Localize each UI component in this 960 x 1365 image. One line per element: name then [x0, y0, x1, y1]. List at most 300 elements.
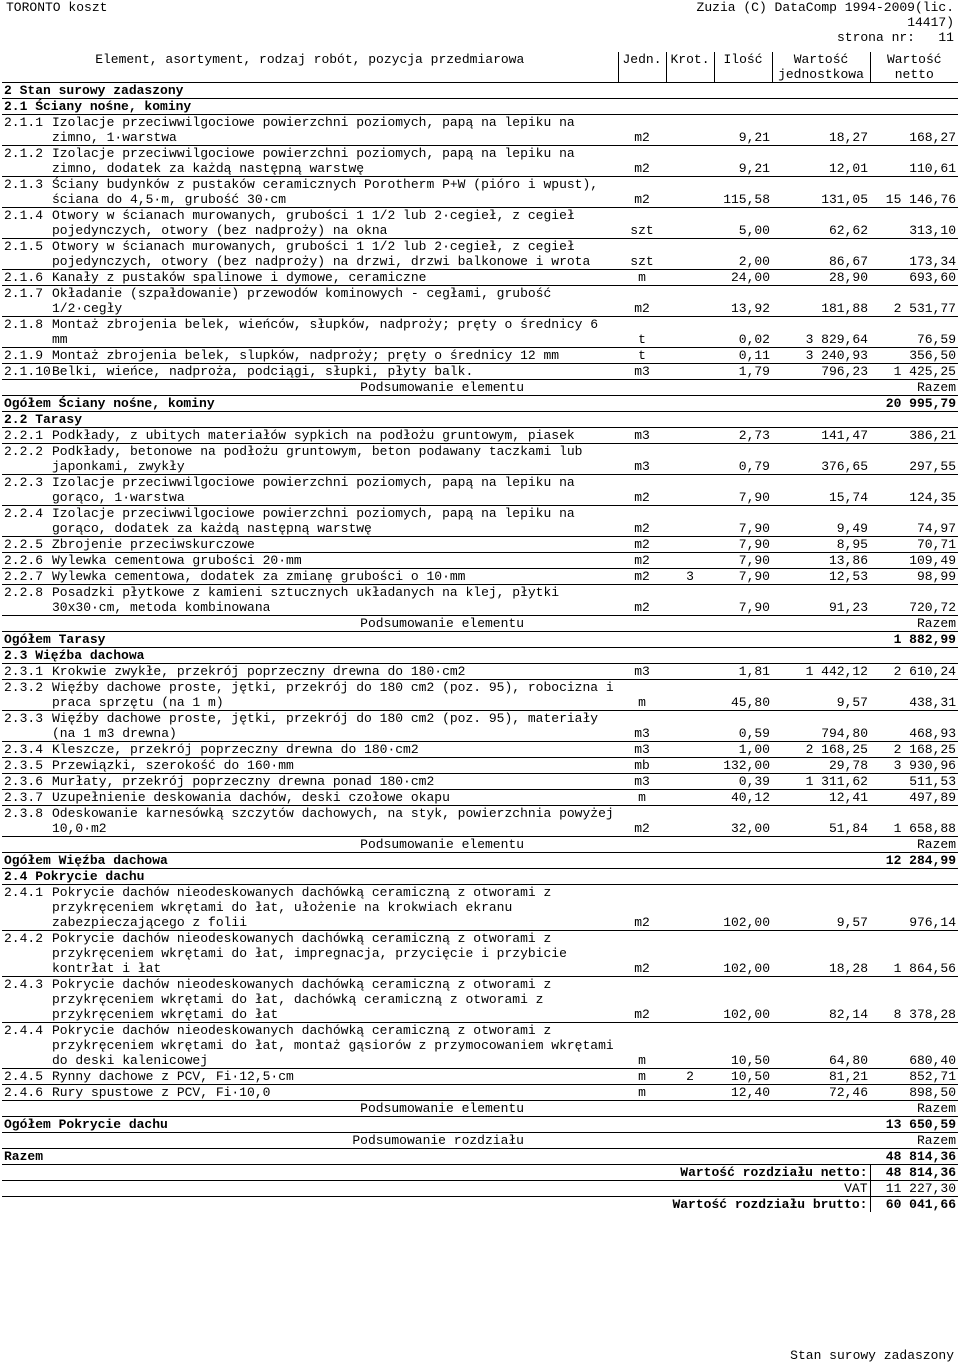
license-line-1: Zuzia (C) DataComp 1994-2009(lic. — [696, 0, 954, 15]
item-krot — [666, 931, 714, 977]
col-unit: Jedn. — [618, 52, 666, 83]
col-unit-price: Wartość jednostkowa — [772, 52, 870, 83]
table-row — [2, 348, 958, 364]
item-krot — [666, 553, 714, 569]
item-krot — [666, 537, 714, 553]
item-code: 2.3.1 — [4, 664, 44, 679]
item-description: Krokwie zwykłe, przekrój poprzeczny drewna do 180·cm2 — [52, 664, 466, 679]
item-net-value: 438,31 — [909, 695, 956, 710]
item-unit-price: 72,46 — [828, 1085, 868, 1100]
item-description: Odeskowanie karnesówką szczytów dachowych, na styk, powierzchnia powyżej 10,0·m2 — [52, 806, 622, 836]
item-krot — [666, 664, 714, 680]
item-krot — [666, 444, 714, 475]
item-unit-price: 18,27 — [828, 130, 868, 145]
item-quantity: 0,59 — [738, 726, 770, 741]
item-quantity: 102,00 — [723, 915, 770, 930]
table-row — [2, 885, 958, 931]
item-krot — [666, 506, 714, 537]
item-net-value: 297,55 — [909, 459, 956, 474]
item-description: Murłaty, przekrój poprzeczny drewna ponad 180·cm2 — [52, 774, 435, 789]
item-code: 2.3.6 — [4, 774, 44, 789]
chapter-title-row — [2, 83, 958, 99]
item-unit: m2 — [634, 569, 650, 584]
item-unit: m2 — [634, 600, 650, 615]
item-code: 2.4.6 — [4, 1085, 44, 1100]
item-code: 2.2.4 — [4, 506, 44, 521]
item-code: 2.1.5 — [4, 239, 44, 254]
item-quantity: 0,39 — [738, 774, 770, 789]
item-code: 2.4.4 — [4, 1023, 44, 1038]
element-total-value: 20 995,79 — [885, 396, 956, 411]
item-code: 2.3.7 — [4, 790, 44, 805]
item-quantity: 102,00 — [723, 961, 770, 976]
item-net-value: 2 531,77 — [893, 301, 956, 316]
item-description: Otwory w ścianach murowanych, grubości 1 1/2 lub 2·cegieł, z cegieł pojedynczych, otwory (bez nadproży) na okna — [52, 208, 583, 238]
section-title-row — [2, 412, 958, 428]
item-unit-price: 81,21 — [828, 1069, 868, 1084]
item-description: Pokrycie dachów nieodeskowanych dachówką ceramiczną z otworami z przykręceniem wkrętami do łat, montaż gąsiorów z przymocowaniem wkrętami do deski kalenicowej — [52, 1023, 622, 1068]
table-row — [2, 790, 958, 806]
item-quantity: 1,81 — [738, 664, 770, 679]
item-unit-price: 64,80 — [828, 1053, 868, 1068]
item-net-value: 468,93 — [909, 726, 956, 741]
item-unit-price: 12,53 — [828, 569, 868, 584]
item-unit: m2 — [634, 490, 650, 505]
item-description: Izolacje przeciwwilgociowe powierzchni poziomych, papą na lepiku na gorąco, dodatek za każdą następną warstwę — [52, 506, 583, 536]
item-quantity: 32,00 — [730, 821, 770, 836]
item-unit-price: 3 829,64 — [805, 332, 868, 347]
item-quantity: 7,90 — [738, 553, 770, 568]
item-unit: m3 — [634, 664, 650, 679]
item-net-value: 124,35 — [909, 490, 956, 505]
item-unit: m2 — [634, 961, 650, 976]
item-code: 2.2.8 — [4, 585, 44, 600]
item-description: Belki, wieńce, nadproża, podciągi, słupki, płyty balk. — [52, 364, 474, 379]
item-krot — [666, 270, 714, 286]
item-net-value: 70,71 — [916, 537, 956, 552]
item-description: Wylewka cementowa, dodatek za zmianę grubości o 10·mm — [52, 569, 466, 584]
table-row — [2, 537, 958, 553]
table-row — [2, 444, 958, 475]
table-row — [2, 146, 958, 177]
item-krot: 2 — [686, 1069, 694, 1084]
item-description: Otwory w ścianach murowanych, grubości 1 1/2 lub 2·cegieł, z cegieł pojedynczych, otwory (bez nadproży) na drzwi, drzwi balkonowe i wrota — [52, 239, 591, 269]
table-row — [2, 286, 958, 317]
table-row — [2, 1023, 958, 1069]
item-net-value: 2 168,25 — [893, 742, 956, 757]
element-total-label: Ogółem Tarasy — [4, 632, 106, 647]
item-krot — [666, 758, 714, 774]
item-quantity: 2,73 — [738, 428, 770, 443]
item-description: Montaż zbrojenia belek, wieńców, słupków, nadproży; pręty o średnicy 6 mm — [52, 317, 606, 347]
item-unit-price: 29,78 — [828, 758, 868, 773]
section-title-row — [2, 869, 958, 885]
element-total-label: Ogółem Więźba dachowa — [4, 853, 168, 868]
item-unit: m2 — [634, 1007, 650, 1022]
item-net-value: 313,10 — [909, 223, 956, 238]
table-row — [2, 553, 958, 569]
item-net-value: 110,61 — [909, 161, 956, 176]
item-krot — [666, 977, 714, 1023]
table-row — [2, 177, 958, 208]
chapter-gross-row — [2, 1197, 958, 1213]
item-quantity: 7,90 — [738, 600, 770, 615]
table-row — [2, 680, 958, 711]
item-description: Kanały z pustaków spalinowe i dymowe, ceramiczne — [52, 270, 427, 285]
item-unit: m2 — [634, 821, 650, 836]
item-net-value: 1 864,56 — [893, 961, 956, 976]
item-description: Rynny dachowe z PCV, Fi·12,5·cm — [52, 1069, 294, 1084]
element-summary-label: Podsumowanie elementu — [360, 616, 524, 631]
element-total-row — [2, 1117, 958, 1133]
item-unit-price: 1 442,12 — [805, 664, 868, 679]
item-code: 2.2.5 — [4, 537, 44, 552]
item-net-value: 511,53 — [909, 774, 956, 789]
item-description: Wylewka cementowa grubości 20·mm — [52, 553, 302, 568]
item-code: 2.4.3 — [4, 977, 44, 992]
item-krot — [666, 1085, 714, 1101]
table-row — [2, 115, 958, 146]
item-quantity: 5,00 — [738, 223, 770, 238]
item-code: 2.1.4 — [4, 208, 44, 223]
item-krot — [666, 1023, 714, 1069]
element-summary-row — [2, 616, 958, 632]
item-unit: m — [638, 1069, 646, 1084]
item-unit-price: 9,57 — [836, 915, 868, 930]
item-net-value: 76,59 — [916, 332, 956, 347]
program-title: TORONTO koszt — [6, 0, 108, 15]
item-quantity: 7,90 — [738, 569, 770, 584]
item-net-value: 898,50 — [909, 1085, 956, 1100]
chapter-summary-row — [2, 1133, 958, 1149]
item-unit: m2 — [634, 521, 650, 536]
item-krot — [666, 742, 714, 758]
item-unit: m2 — [634, 915, 650, 930]
item-net-value: 852,71 — [909, 1069, 956, 1084]
table-row — [2, 977, 958, 1023]
item-unit-price: 12,41 — [828, 790, 868, 805]
table-row — [2, 317, 958, 348]
item-unit-price: 15,74 — [828, 490, 868, 505]
item-code: 2.4.1 — [4, 885, 44, 900]
item-code: 2.1.7 — [4, 286, 44, 301]
item-krot — [666, 348, 714, 364]
item-unit-price: 51,84 — [828, 821, 868, 836]
item-unit: m — [638, 790, 646, 805]
item-code: 2.2.6 — [4, 553, 44, 568]
element-total-value: 13 650,59 — [885, 1117, 956, 1132]
table-row — [2, 506, 958, 537]
item-net-value: 98,99 — [916, 569, 956, 584]
item-unit: mb — [634, 758, 650, 773]
section-title: 2.1 Ściany nośne, kominy — [4, 99, 192, 114]
table-row — [2, 569, 958, 585]
item-net-value: 8 378,28 — [893, 1007, 956, 1022]
table-row — [2, 931, 958, 977]
item-krot: 3 — [686, 569, 694, 584]
item-krot — [666, 364, 714, 380]
item-unit: m3 — [634, 364, 650, 379]
item-description: Zbrojenie przeciwskurczowe — [52, 537, 255, 552]
item-unit-price: 18,28 — [828, 961, 868, 976]
item-unit-price: 796,23 — [821, 364, 868, 379]
item-krot — [666, 317, 714, 348]
item-unit-price: 794,80 — [821, 726, 868, 741]
chapter-title: 2 Stan surowy zadaszony — [4, 83, 184, 98]
table-row — [2, 364, 958, 380]
chapter-total-value: 48 814,36 — [885, 1149, 956, 1164]
item-description: Izolacje przeciwwilgociowe powierzchni poziomych, papą na lepiku na zimno, 1·warstwa — [52, 115, 583, 145]
table-row — [2, 585, 958, 616]
table-row — [2, 239, 958, 270]
item-krot — [666, 428, 714, 444]
item-net-value: 680,40 — [909, 1053, 956, 1068]
chapter-summary-label: Podsumowanie rozdziału — [352, 1133, 524, 1148]
item-krot — [666, 680, 714, 711]
element-summary-value: Razem — [916, 380, 956, 395]
page-number: strona nr: 11 — [836, 30, 954, 45]
item-krot — [666, 806, 714, 837]
cost-estimate-table — [2, 52, 958, 1212]
chapter-vat-value: 11 227,30 — [870, 1181, 958, 1197]
item-net-value: 15 146,76 — [885, 192, 956, 207]
item-unit: m2 — [634, 553, 650, 568]
item-net-value: 1 425,25 — [893, 364, 956, 379]
element-summary-value: Razem — [916, 1101, 956, 1116]
item-quantity: 7,90 — [738, 490, 770, 505]
chapter-net-row — [2, 1165, 958, 1181]
item-krot — [666, 885, 714, 931]
item-unit: m3 — [634, 459, 650, 474]
item-code: 2.2.2 — [4, 444, 44, 459]
element-summary-row — [2, 837, 958, 853]
chapter-net-label: Wartość rozdziału netto: — [680, 1165, 868, 1180]
item-quantity: 132,00 — [723, 758, 770, 773]
table-row — [2, 428, 958, 444]
chapter-net-value: 48 814,36 — [870, 1165, 958, 1181]
item-code: 2.4.2 — [4, 931, 44, 946]
item-unit: m2 — [634, 192, 650, 207]
table-row — [2, 475, 958, 506]
item-quantity: 102,00 — [723, 1007, 770, 1022]
item-description: Izolacje przeciwwilgociowe powierzchni poziomych, papą na lepiku na zimno, dodatek za każdą następną warstwę — [52, 146, 583, 176]
item-krot — [666, 177, 714, 208]
item-unit: szt — [630, 254, 654, 269]
section-title-row — [2, 648, 958, 664]
element-total-label: Ogółem Pokrycie dachu — [4, 1117, 168, 1132]
item-unit: m3 — [634, 774, 650, 789]
item-quantity: 0,11 — [738, 348, 770, 363]
item-unit: m3 — [634, 742, 650, 757]
item-code: 2.3.8 — [4, 806, 44, 821]
item-description: Uzupełnienie deskowania dachów, deski czołowe okapu — [52, 790, 450, 805]
item-unit: m2 — [634, 161, 650, 176]
element-summary-value: Razem — [916, 616, 956, 631]
item-quantity: 1,00 — [738, 742, 770, 757]
col-krot: Krot. — [666, 52, 714, 83]
item-unit: szt — [630, 223, 654, 238]
table-header — [2, 52, 958, 83]
item-quantity: 10,50 — [730, 1069, 770, 1084]
item-krot — [666, 286, 714, 317]
table-row — [2, 664, 958, 680]
table-row — [2, 806, 958, 837]
item-net-value: 109,49 — [909, 553, 956, 568]
item-unit-price: 1 311,62 — [805, 774, 868, 789]
section-title: 2.3 Więźba dachowa — [4, 648, 145, 663]
item-code: 2.1.9 — [4, 348, 44, 363]
col-element: Element, asortyment, rodzaj robót, pozycja przedmiarowa — [95, 52, 525, 67]
item-description: Izolacje przeciwwilgociowe powierzchni poziomych, papą na lepiku na gorąco, 1·warstwa — [52, 475, 583, 505]
item-unit-price: 181,88 — [821, 301, 868, 316]
item-net-value: 173,34 — [909, 254, 956, 269]
item-unit: m3 — [634, 428, 650, 443]
item-quantity: 40,12 — [730, 790, 770, 805]
chapter-summary-value: Razem — [916, 1133, 956, 1148]
chapter-vat-row — [2, 1181, 958, 1197]
item-code: 2.1.2 — [4, 146, 44, 161]
table-row — [2, 742, 958, 758]
item-unit: t — [638, 332, 646, 347]
item-unit-price: 3 240,93 — [805, 348, 868, 363]
item-unit: m2 — [634, 130, 650, 145]
item-unit: m3 — [634, 726, 650, 741]
license-info — [697, 0, 954, 45]
item-description: Więźby dachowe proste, jętki, przekrój do 180 cm2 (poz. 95), materiały (na 1 m3 drewna) — [52, 711, 606, 741]
item-description: Pokrycie dachów nieodeskowanych dachówką ceramiczną z otworami z przykręceniem wkrętami do łat, dachówką ceramiczną z otworami z przykręceniem wkrętami do łat — [52, 977, 560, 1022]
element-summary-row — [2, 380, 958, 396]
item-krot — [666, 774, 714, 790]
section-title: 2.4 Pokrycie dachu — [4, 869, 145, 884]
element-total-value: 12 284,99 — [885, 853, 956, 868]
item-code: 2.1.6 — [4, 270, 44, 285]
item-quantity: 45,80 — [730, 695, 770, 710]
element-summary-label: Podsumowanie elementu — [360, 837, 524, 852]
item-unit: m2 — [634, 537, 650, 552]
item-unit-price: 91,23 — [828, 600, 868, 615]
table-row — [2, 270, 958, 286]
element-total-value: 1 882,99 — [893, 632, 956, 647]
item-code: 2.2.7 — [4, 569, 44, 584]
chapter-vat-label: VAT — [844, 1181, 868, 1196]
section-title-row — [2, 99, 958, 115]
item-description: Pokrycie dachów nieodeskowanych dachówką ceramiczną z otworami z przykręceniem wkrętami do łat, impregnacja, przycięcie i przybicie kontrłat i łat — [52, 931, 575, 976]
item-unit-price: 12,01 — [828, 161, 868, 176]
item-quantity: 10,50 — [730, 1053, 770, 1068]
item-description: Podkłady, betonowe na podłożu gruntowym, beton podawany taczkami lub japonkami, zwykły — [52, 444, 591, 474]
item-unit-price: 2 168,25 — [805, 742, 868, 757]
item-code: 2.1.3 — [4, 177, 44, 192]
item-net-value: 2 610,24 — [893, 664, 956, 679]
item-net-value: 3 930,96 — [893, 758, 956, 773]
item-description: Okładanie (szpałdowanie) przewodów kominowych - cegłami, grubość 1/2·cegły — [52, 286, 560, 316]
item-net-value: 168,27 — [909, 130, 956, 145]
item-code: 2.4.5 — [4, 1069, 44, 1084]
item-code: 2.3.2 — [4, 680, 44, 695]
table-row — [2, 208, 958, 239]
item-krot — [666, 711, 714, 742]
item-unit: m — [638, 695, 646, 710]
item-description: Przewiązki, szerokość do 160·mm — [52, 758, 294, 773]
item-quantity: 9,21 — [738, 161, 770, 176]
item-code: 2.3.3 — [4, 711, 44, 726]
table-row — [2, 758, 958, 774]
item-unit-price: 82,14 — [828, 1007, 868, 1022]
item-description: Rury spustowe z PCV, Fi·10,0 — [52, 1085, 271, 1100]
item-quantity: 1,79 — [738, 364, 770, 379]
chapter-total-label: Razem — [4, 1149, 44, 1164]
item-unit-price: 86,67 — [828, 254, 868, 269]
item-krot — [666, 475, 714, 506]
item-krot — [666, 790, 714, 806]
item-quantity: 115,58 — [723, 192, 770, 207]
item-quantity: 0,79 — [738, 459, 770, 474]
element-summary-label: Podsumowanie elementu — [360, 1101, 524, 1116]
col-net: Wartość netto — [870, 52, 958, 83]
element-summary-value: Razem — [916, 837, 956, 852]
item-quantity: 9,21 — [738, 130, 770, 145]
table-row — [2, 711, 958, 742]
item-net-value: 1 658,88 — [893, 821, 956, 836]
item-unit-price: 141,47 — [821, 428, 868, 443]
item-unit-price: 131,05 — [821, 192, 868, 207]
element-total-row — [2, 853, 958, 869]
item-description: Podkłady, z ubitych materiałów sypkich na podłożu gruntowym, piasek — [52, 428, 575, 443]
item-net-value: 693,60 — [909, 270, 956, 285]
item-krot — [666, 239, 714, 270]
item-unit: t — [638, 348, 646, 363]
item-description: Więźby dachowe proste, jętki, przekrój do 180 cm2 (poz. 95), robocizna i praca sprzętu (na 1 m) — [52, 680, 622, 710]
element-summary-label: Podsumowanie elementu — [360, 380, 524, 395]
section-title: 2.2 Tarasy — [4, 412, 83, 427]
item-code: 2.3.4 — [4, 742, 44, 757]
item-krot — [666, 146, 714, 177]
item-quantity: 0,02 — [738, 332, 770, 347]
item-description: Pokrycie dachów nieodeskowanych dachówką ceramiczną z otworami z przykręceniem wkrętami do łat, ułożenie na krokwiach ekranu zabezpieczającego z folii — [52, 885, 560, 930]
item-unit-price: 62,62 — [828, 223, 868, 238]
item-net-value: 386,21 — [909, 428, 956, 443]
item-unit: m — [638, 1053, 646, 1068]
item-code: 2.1.1 — [4, 115, 44, 130]
license-line-2: 14417) — [907, 15, 954, 30]
element-total-row — [2, 632, 958, 648]
item-quantity: 7,90 — [738, 537, 770, 552]
item-unit: m — [638, 270, 646, 285]
item-krot — [666, 585, 714, 616]
item-net-value: 74,97 — [916, 521, 956, 536]
item-quantity: 24,00 — [730, 270, 770, 285]
item-unit-price: 9,49 — [836, 521, 868, 536]
item-description: Montaż zbrojenia belek, slupków, nadproży; pręty o średnicy 12 mm — [52, 348, 560, 363]
element-total-row — [2, 396, 958, 412]
item-quantity: 12,40 — [730, 1085, 770, 1100]
chapter-gross-value: 60 041,66 — [870, 1197, 958, 1213]
item-net-value: 497,89 — [909, 790, 956, 805]
item-description: Kleszcze, przekrój poprzeczny drewna do 180·cm2 — [52, 742, 419, 757]
item-quantity: 2,00 — [738, 254, 770, 269]
table-row — [2, 774, 958, 790]
item-krot — [666, 208, 714, 239]
item-quantity: 13,92 — [730, 301, 770, 316]
item-krot — [666, 115, 714, 146]
item-code: 2.2.1 — [4, 428, 44, 443]
item-unit-price: 13,86 — [828, 553, 868, 568]
page-footer: Stan surowy zadaszony — [790, 1348, 954, 1363]
element-summary-row — [2, 1101, 958, 1117]
item-code: 2.1.8 — [4, 317, 44, 332]
item-unit-price: 8,95 — [836, 537, 868, 552]
chapter-total-row — [2, 1149, 958, 1165]
